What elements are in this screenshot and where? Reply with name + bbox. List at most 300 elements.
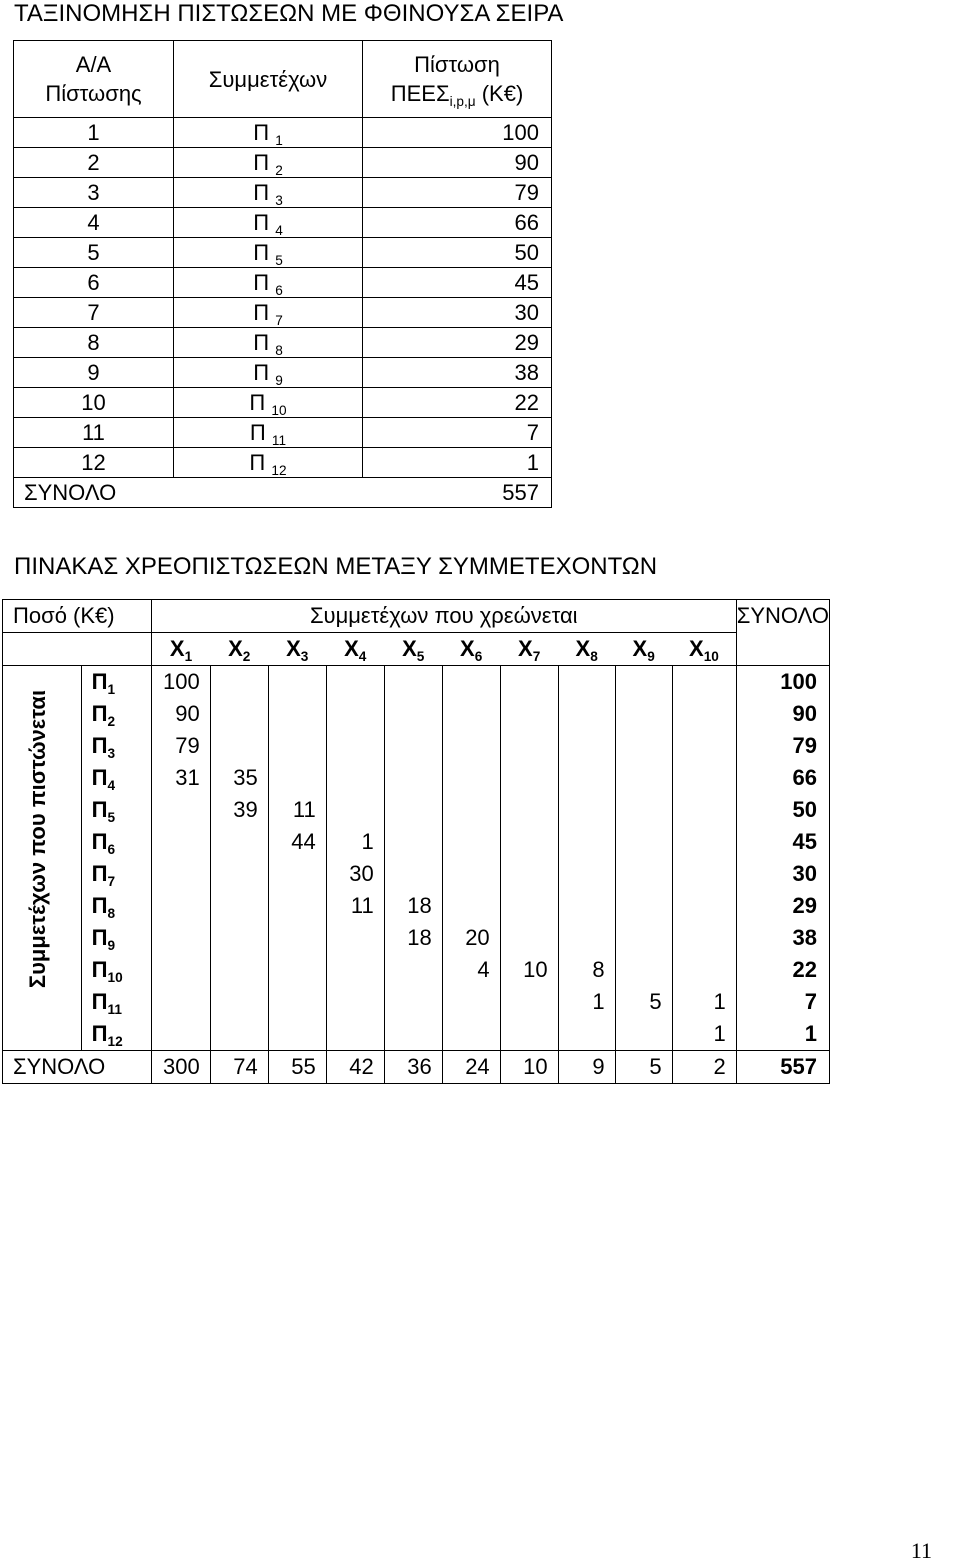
matrix-row <box>3 762 830 794</box>
matrix-col-header <box>442 633 500 666</box>
matrix-cell: 39 <box>210 794 268 826</box>
matrix-row-header <box>81 666 151 699</box>
matrix-row <box>3 794 830 826</box>
matrix-cell <box>268 762 326 794</box>
row-letter: Π <box>91 989 108 1014</box>
matrix-cell: 35 <box>210 762 268 794</box>
col-index: 4 <box>358 648 367 664</box>
row-index: 4 <box>107 777 116 793</box>
participant-letter: Π <box>253 180 270 205</box>
matrix-cell <box>442 762 500 794</box>
matrix-cell <box>500 730 558 762</box>
credit-aa: 7 <box>14 298 174 328</box>
credit-row <box>14 448 552 478</box>
matrix-cell: 1 <box>326 826 384 858</box>
participant-letter: Π <box>249 450 266 475</box>
matrix-cell <box>384 1018 442 1051</box>
matrix-cell: 18 <box>384 890 442 922</box>
row-index: 1 <box>107 681 116 697</box>
matrix-cell <box>615 890 672 922</box>
credit-participant <box>174 418 363 448</box>
matrix-col-total: 300 <box>151 1051 210 1084</box>
matrix-row-header <box>81 954 151 986</box>
matrix-col-header <box>672 633 736 666</box>
matrix-cell: 1 <box>558 986 615 1018</box>
header-credit-prefix: ΠΕΕΣ <box>390 81 450 106</box>
matrix-cell: 1 <box>672 986 736 1018</box>
matrix-cell <box>558 794 615 826</box>
row-index: 8 <box>107 905 116 921</box>
matrix-cell <box>384 794 442 826</box>
row-index: 10 <box>107 969 123 985</box>
matrix-cell <box>151 986 210 1018</box>
credit-amount: 30 <box>363 298 552 328</box>
matrix-row-total: 100 <box>736 666 829 699</box>
matrix-row <box>3 1018 830 1051</box>
matrix-row-total: 7 <box>736 986 829 1018</box>
col-index: 3 <box>300 648 309 664</box>
row-index: 12 <box>107 1033 123 1049</box>
credit-aa: 9 <box>14 358 174 388</box>
participant-letter: Π <box>253 360 270 385</box>
credit-aa: 10 <box>14 388 174 418</box>
matrix-row-header <box>81 922 151 954</box>
matrix-cell <box>672 826 736 858</box>
participant-letter: Π <box>253 210 270 235</box>
matrix-row-header <box>81 762 151 794</box>
matrix-cell: 18 <box>384 922 442 954</box>
matrix-cell <box>558 826 615 858</box>
debit-credit-matrix-table <box>2 599 830 1084</box>
matrix-cell <box>442 730 500 762</box>
credit-participant <box>174 268 363 298</box>
matrix-col-total: 9 <box>558 1051 615 1084</box>
matrix-cell <box>500 890 558 922</box>
matrix-cell <box>615 794 672 826</box>
page-heading-sorted-credits: ΤΑΞΙΝΟΜΗΣΗ ΠΙΣΤΩΣΕΩΝ ΜΕ ΦΘΙΝΟΥΣΑ ΣΕΙΡΑ <box>14 0 564 27</box>
row-letter: Π <box>91 765 108 790</box>
matrix-corner-cell <box>3 633 152 666</box>
matrix-cell <box>615 826 672 858</box>
header-credit-sub: i,p,μ <box>449 93 476 109</box>
col-index: 10 <box>703 648 719 664</box>
credit-amount: 100 <box>363 118 552 148</box>
matrix-cell <box>442 858 500 890</box>
credit-participant <box>174 238 363 268</box>
matrix-cell <box>384 986 442 1018</box>
matrix-total-header-spacer <box>736 633 829 666</box>
matrix-cell <box>268 730 326 762</box>
credit-amount: 7 <box>363 418 552 448</box>
matrix-cell <box>210 666 268 699</box>
matrix-cell <box>615 954 672 986</box>
matrix-cell: 8 <box>558 954 615 986</box>
matrix-col-total: 10 <box>500 1051 558 1084</box>
credit-aa: 12 <box>14 448 174 478</box>
credit-participant <box>174 388 363 418</box>
row-letter: Π <box>91 861 108 886</box>
header-credit-line1: Πίστωση <box>414 52 500 77</box>
col-letter: Χ <box>518 636 533 661</box>
col-letter: Χ <box>575 636 591 661</box>
matrix-cell <box>326 922 384 954</box>
matrix-cell <box>384 858 442 890</box>
matrix-row-total: 50 <box>736 794 829 826</box>
matrix-cell <box>558 1018 615 1051</box>
credit-row <box>14 238 552 268</box>
matrix-cell <box>500 794 558 826</box>
row-letter: Π <box>91 797 108 822</box>
matrix-cell <box>558 858 615 890</box>
matrix-col-total: 24 <box>442 1051 500 1084</box>
matrix-cell: 10 <box>500 954 558 986</box>
matrix-cell <box>500 1018 558 1051</box>
matrix-col-header <box>326 633 384 666</box>
col-letter: Χ <box>632 636 648 661</box>
matrix-row <box>3 666 830 699</box>
credit-participant <box>174 118 363 148</box>
participant-letter: Π <box>249 420 266 445</box>
matrix-row-header <box>81 826 151 858</box>
credit-row <box>14 388 552 418</box>
matrix-cell <box>442 1018 500 1051</box>
credits-total-label: ΣΥΝΟΛΟ <box>14 478 363 508</box>
row-index: 3 <box>107 745 116 761</box>
credit-participant <box>174 208 363 238</box>
matrix-cell <box>210 954 268 986</box>
matrix-cell <box>615 730 672 762</box>
matrix-cell <box>558 698 615 730</box>
credit-aa: 4 <box>14 208 174 238</box>
participant-letter: Π <box>253 240 270 265</box>
matrix-cell <box>442 794 500 826</box>
row-index: 9 <box>107 937 116 953</box>
matrix-cell <box>442 986 500 1018</box>
col-index: 2 <box>242 648 251 664</box>
matrix-cell <box>615 1018 672 1051</box>
matrix-col-total: 55 <box>268 1051 326 1084</box>
matrix-cell <box>326 762 384 794</box>
matrix-cell <box>558 762 615 794</box>
matrix-grand-total: 557 <box>736 1051 829 1084</box>
header-aa-line1: Α/Α <box>75 52 112 77</box>
credit-row <box>14 298 552 328</box>
matrix-cell <box>500 858 558 890</box>
matrix-cell <box>672 698 736 730</box>
matrix-col-header <box>558 633 615 666</box>
matrix-cell <box>210 730 268 762</box>
matrix-col-total: 42 <box>326 1051 384 1084</box>
matrix-column-header-row <box>3 633 830 666</box>
credit-aa: 1 <box>14 118 174 148</box>
matrix-cell: 11 <box>326 890 384 922</box>
credits-sorted-table <box>13 40 552 508</box>
participant-index: 11 <box>271 432 287 448</box>
matrix-cell <box>500 826 558 858</box>
matrix-cell <box>326 794 384 826</box>
participant-index: 6 <box>275 282 283 298</box>
credit-amount: 45 <box>363 268 552 298</box>
matrix-cell <box>326 698 384 730</box>
matrix-credited-label: Συμμετέχων που πιστώνεται <box>25 689 50 989</box>
col-letter: Χ <box>228 636 243 661</box>
participant-index: 12 <box>271 462 287 478</box>
matrix-cell <box>268 986 326 1018</box>
matrix-cell <box>672 954 736 986</box>
matrix-cell <box>151 794 210 826</box>
row-index: 6 <box>107 841 116 857</box>
matrix-cell <box>210 986 268 1018</box>
matrix-cell <box>442 666 500 699</box>
credit-aa: 8 <box>14 328 174 358</box>
row-index: 11 <box>107 1001 122 1017</box>
participant-index: 8 <box>275 342 283 358</box>
col-index: 8 <box>590 648 598 664</box>
matrix-cell <box>615 666 672 699</box>
matrix-cell <box>210 890 268 922</box>
matrix-cell <box>384 762 442 794</box>
matrix-cell <box>268 890 326 922</box>
header-aa <box>14 41 174 118</box>
participant-letter: Π <box>249 390 266 415</box>
row-letter: Π <box>91 669 108 694</box>
row-index: 7 <box>107 873 116 889</box>
matrix-cell <box>384 826 442 858</box>
matrix-cell <box>268 858 326 890</box>
matrix-row-header <box>81 890 151 922</box>
matrix-cell <box>672 794 736 826</box>
matrix-credited-label-cell <box>3 666 82 1051</box>
credits-total-value: 557 <box>363 478 552 508</box>
matrix-col-total: 5 <box>615 1051 672 1084</box>
matrix-row-total: 90 <box>736 698 829 730</box>
col-letter: Χ <box>169 636 185 661</box>
matrix-cell <box>615 698 672 730</box>
matrix-cell <box>672 922 736 954</box>
credit-participant <box>174 328 363 358</box>
matrix-cell <box>672 730 736 762</box>
credit-row <box>14 208 552 238</box>
matrix-cell <box>210 922 268 954</box>
matrix-cell <box>500 986 558 1018</box>
matrix-cell <box>384 666 442 699</box>
matrix-cell <box>268 1018 326 1051</box>
header-credit-suffix: (Κ€) <box>481 81 524 106</box>
matrix-row-header <box>81 1018 151 1051</box>
credit-aa: 2 <box>14 148 174 178</box>
matrix-row <box>3 826 830 858</box>
row-letter: Π <box>91 925 108 950</box>
matrix-cell <box>326 986 384 1018</box>
matrix-total-label: ΣΥΝΟΛΟ <box>736 600 829 633</box>
matrix-cell <box>500 922 558 954</box>
credit-participant <box>174 148 363 178</box>
col-letter: Χ <box>689 636 704 661</box>
header-credit <box>363 41 552 118</box>
matrix-row <box>3 922 830 954</box>
matrix-cell <box>615 922 672 954</box>
matrix-cell <box>672 666 736 699</box>
matrix-row <box>3 986 830 1018</box>
credit-amount: 90 <box>363 148 552 178</box>
credit-amount: 66 <box>363 208 552 238</box>
matrix-col-total: 36 <box>384 1051 442 1084</box>
matrix-cell <box>672 762 736 794</box>
matrix-row-total: 30 <box>736 858 829 890</box>
row-index: 5 <box>107 809 116 825</box>
matrix-cell <box>615 858 672 890</box>
participant-letter: Π <box>253 270 270 295</box>
matrix-row-header <box>81 794 151 826</box>
matrix-cell <box>210 698 268 730</box>
matrix-cell: 11 <box>268 794 326 826</box>
matrix-row-total: 45 <box>736 826 829 858</box>
matrix-cell <box>384 698 442 730</box>
matrix-col-header <box>151 633 210 666</box>
credit-row <box>14 358 552 388</box>
matrix-cell <box>558 890 615 922</box>
matrix-cell: 44 <box>268 826 326 858</box>
credit-amount: 38 <box>363 358 552 388</box>
matrix-cell <box>151 858 210 890</box>
credit-aa: 11 <box>14 418 174 448</box>
matrix-cell <box>442 826 500 858</box>
matrix-cell: 79 <box>175 733 200 758</box>
matrix-cell <box>151 1018 210 1051</box>
credits-sorted-body <box>14 118 552 478</box>
matrix-amount-label: Ποσό (Κ€) <box>3 600 152 633</box>
participant-index: 1 <box>275 132 283 148</box>
matrix-col-header <box>268 633 326 666</box>
col-index: 7 <box>532 648 541 664</box>
credit-participant <box>174 358 363 388</box>
credit-participant <box>174 178 363 208</box>
credits-total-row <box>14 478 552 508</box>
matrix-cell <box>210 826 268 858</box>
participant-letter: Π <box>253 150 270 175</box>
matrix-cell <box>500 698 558 730</box>
row-letter: Π <box>91 701 108 726</box>
page-heading-debit-credit-matrix: ΠΙΝΑΚΑΣ ΧΡΕΟΠΙΣΤΩΣΕΩΝ ΜΕΤΑΞΥ ΣΥΜΜΕΤΕΧΟΝΤΩΝ <box>14 553 658 580</box>
col-letter: Χ <box>344 636 359 661</box>
matrix-row-total: 1 <box>736 1018 829 1051</box>
matrix-cell <box>500 762 558 794</box>
participant-index: 10 <box>271 402 287 418</box>
matrix-body <box>3 666 830 1084</box>
credit-row <box>14 268 552 298</box>
row-letter: Π <box>91 829 108 854</box>
row-letter: Π <box>91 893 108 918</box>
matrix-cell <box>558 730 615 762</box>
matrix-cell: 90 <box>175 701 200 726</box>
matrix-cell <box>558 666 615 699</box>
matrix-row-total: 29 <box>736 890 829 922</box>
credit-row <box>14 328 552 358</box>
matrix-cell <box>672 858 736 890</box>
col-index: 5 <box>416 648 425 664</box>
credit-participant <box>174 448 363 478</box>
col-letter: Χ <box>460 636 475 661</box>
matrix-cell <box>500 666 558 699</box>
matrix-cell <box>151 922 210 954</box>
credit-amount: 1 <box>363 448 552 478</box>
participant-letter: Π <box>253 120 270 145</box>
matrix-cell: 20 <box>442 922 500 954</box>
matrix-cell <box>384 730 442 762</box>
participant-index: 4 <box>275 222 283 238</box>
matrix-totals-row <box>3 1051 830 1084</box>
matrix-row-header <box>81 986 151 1018</box>
credit-row <box>14 178 552 208</box>
matrix-cell <box>326 666 384 699</box>
credit-aa: 3 <box>14 178 174 208</box>
participant-index: 5 <box>275 252 283 268</box>
matrix-cell <box>268 666 326 699</box>
matrix-cell <box>151 826 210 858</box>
matrix-cell: 100 <box>163 669 200 694</box>
matrix-row-total: 38 <box>736 922 829 954</box>
matrix-col-header <box>210 633 268 666</box>
col-index: 1 <box>184 648 193 664</box>
credit-aa: 5 <box>14 238 174 268</box>
row-letter: Π <box>91 733 108 758</box>
credit-aa: 6 <box>14 268 174 298</box>
matrix-cell: 4 <box>442 954 500 986</box>
matrix-cell: 5 <box>615 986 672 1018</box>
matrix-cell: 30 <box>326 858 384 890</box>
matrix-col-total: 74 <box>210 1051 268 1084</box>
credit-row <box>14 148 552 178</box>
matrix-cell <box>326 1018 384 1051</box>
matrix-debited-label: Συμμετέχων που χρεώνεται <box>151 600 736 633</box>
matrix-cell: 1 <box>672 1018 736 1051</box>
page-number: 11 <box>910 1538 932 1563</box>
participant-index: 9 <box>275 372 283 388</box>
credit-row <box>14 118 552 148</box>
col-index: 6 <box>474 648 483 664</box>
credit-amount: 79 <box>363 178 552 208</box>
row-index: 2 <box>107 713 116 729</box>
participant-letter: Π <box>253 330 270 355</box>
matrix-row <box>3 858 830 890</box>
col-letter: Χ <box>402 636 417 661</box>
matrix-cell <box>442 890 500 922</box>
matrix-cell <box>326 730 384 762</box>
matrix-cell <box>151 954 210 986</box>
credit-amount: 22 <box>363 388 552 418</box>
credit-row <box>14 418 552 448</box>
credit-amount: 50 <box>363 238 552 268</box>
matrix-row <box>3 698 830 730</box>
matrix-row-header <box>81 730 151 762</box>
credit-amount: 29 <box>363 328 552 358</box>
row-letter: Π <box>91 1021 108 1046</box>
row-letter: Π <box>91 957 108 982</box>
matrix-row-total: 66 <box>736 762 829 794</box>
matrix-cell <box>442 698 500 730</box>
matrix-cell <box>672 890 736 922</box>
matrix-cell <box>384 954 442 986</box>
matrix-cell <box>210 1018 268 1051</box>
matrix-cell <box>210 858 268 890</box>
matrix-row <box>3 954 830 986</box>
matrix-cell <box>615 762 672 794</box>
matrix-cell <box>326 954 384 986</box>
matrix-cell <box>268 698 326 730</box>
credit-participant <box>174 298 363 328</box>
matrix-row <box>3 730 830 762</box>
matrix-cell <box>268 922 326 954</box>
